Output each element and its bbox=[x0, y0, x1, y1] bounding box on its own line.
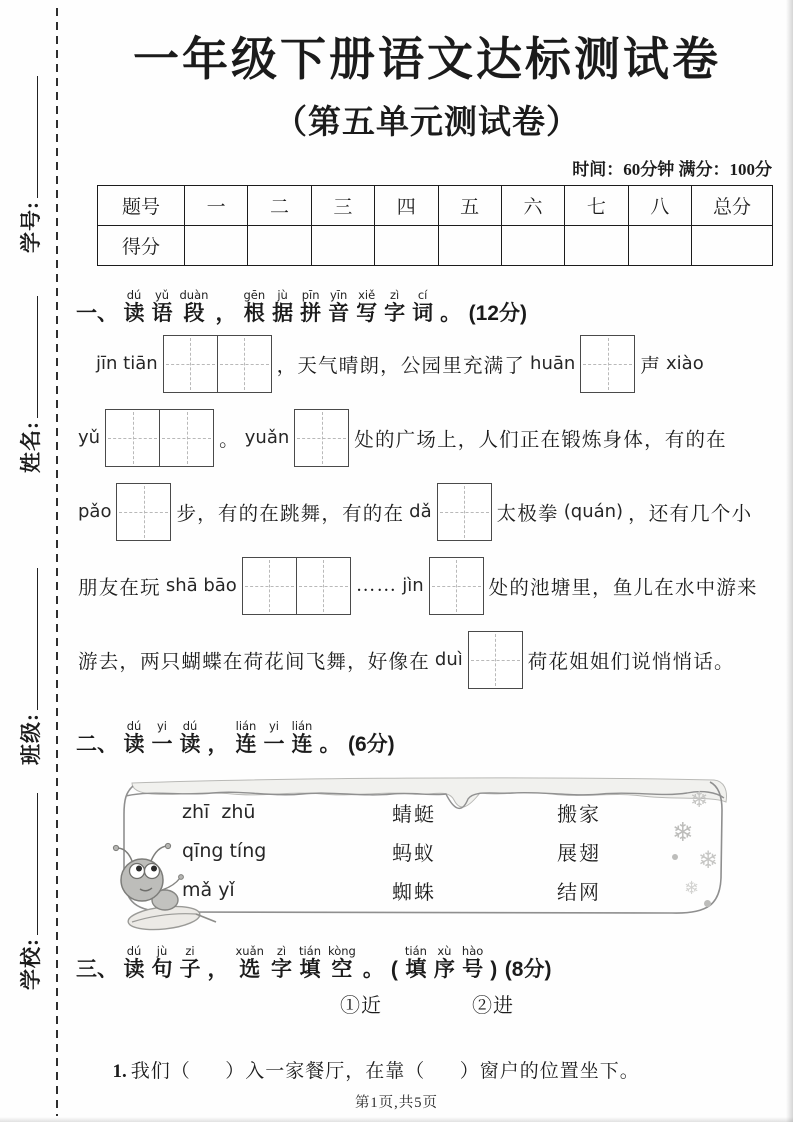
chinese-text: 太极拳 bbox=[496, 503, 559, 525]
chinese-text: 朋友在玩 bbox=[78, 577, 161, 599]
snowflake-icon: ❄ bbox=[690, 787, 709, 813]
writing-box bbox=[294, 409, 349, 467]
fill-line bbox=[19, 568, 38, 710]
chinese-text: 游去，两只蝴蝶在荷花间飞舞，好像在 bbox=[78, 651, 430, 673]
passage-line bbox=[96, 327, 778, 401]
header-char: 读dú bbox=[179, 718, 201, 756]
header-char: 词cí bbox=[412, 287, 434, 325]
header-char: 填tián bbox=[404, 943, 427, 981]
snowflake-icon: ❄ bbox=[684, 877, 700, 899]
score-table-header-row bbox=[98, 185, 773, 225]
match-action: 结网 bbox=[557, 881, 601, 904]
match-pinyin: qīng tíng bbox=[182, 840, 267, 863]
section-number: 一、 bbox=[76, 301, 118, 325]
header-char: 字zì bbox=[384, 287, 406, 325]
writing-cell bbox=[581, 336, 634, 392]
snowflake-icon: ❄ bbox=[698, 845, 719, 874]
header-char: 。 bbox=[319, 732, 341, 756]
question-text: 我们（ ）入一家餐厅，在靠（ ）窗户的位置坐下。 bbox=[130, 1060, 640, 1082]
header-char: 子zi bbox=[179, 943, 201, 981]
header-char: 读dú bbox=[123, 943, 145, 981]
snowflake-icon: ❄ bbox=[672, 817, 694, 848]
score-table-score-row bbox=[98, 225, 773, 265]
writing-box bbox=[580, 335, 635, 393]
header-char: ( bbox=[390, 957, 398, 981]
header-char: ， bbox=[215, 301, 237, 325]
header-char: ， bbox=[207, 957, 229, 981]
score-cell bbox=[185, 225, 248, 265]
option-1: ①近 bbox=[340, 994, 382, 1017]
section-3-header bbox=[76, 932, 778, 983]
header-char: 一yi bbox=[151, 718, 173, 756]
header-char: 号hào bbox=[461, 943, 484, 981]
header-char: 根gēn bbox=[243, 287, 266, 325]
column-header: 四 bbox=[375, 185, 438, 225]
writing-cell bbox=[295, 410, 348, 466]
dot-decoration bbox=[704, 900, 711, 907]
writing-cell bbox=[438, 484, 491, 540]
header-char: 序xù bbox=[433, 943, 455, 981]
pinyin-text: huān bbox=[530, 353, 576, 375]
score-cell bbox=[501, 225, 564, 265]
passage-line bbox=[78, 549, 778, 623]
match-word: 蚂蚁 bbox=[392, 842, 436, 865]
header-char: 写xiě bbox=[356, 287, 378, 325]
header-char: 。 bbox=[440, 301, 462, 325]
match-pinyin: mǎ yǐ bbox=[182, 879, 235, 902]
writing-box bbox=[468, 631, 523, 689]
column-header: 六 bbox=[501, 185, 564, 225]
header-char: 连lián bbox=[235, 718, 257, 756]
pinyin-text: jīn tiān bbox=[96, 353, 158, 375]
score-cell bbox=[565, 225, 628, 265]
header-char: 语yǔ bbox=[151, 287, 173, 325]
header-char: 。 bbox=[362, 957, 384, 981]
match-word: 蜘蛛 bbox=[392, 881, 436, 904]
score-cell bbox=[628, 225, 691, 265]
class-label: 班级: bbox=[19, 713, 43, 765]
chinese-text: 。 bbox=[219, 429, 240, 451]
pinyin-text: shā bāo bbox=[165, 575, 237, 597]
scan-edge-shadow bbox=[0, 1117, 793, 1122]
header-char: 一yi bbox=[263, 718, 285, 756]
header-char: 选xuǎn bbox=[235, 943, 264, 981]
section-score: (12分) bbox=[468, 301, 527, 325]
student-number-field bbox=[15, 76, 45, 253]
writing-cell bbox=[469, 632, 522, 688]
student-name-field bbox=[15, 296, 45, 473]
ant-mascot-icon bbox=[102, 842, 220, 934]
header-char: 据jù bbox=[272, 287, 294, 325]
writing-box bbox=[242, 557, 351, 615]
score-table bbox=[97, 185, 773, 266]
writing-box bbox=[437, 483, 492, 541]
school-field bbox=[15, 793, 45, 990]
writing-cell bbox=[164, 336, 217, 392]
score-label: 得分 bbox=[98, 225, 185, 265]
match-row bbox=[182, 837, 650, 866]
header-char: 读dú bbox=[123, 287, 145, 325]
match-action: 展翅 bbox=[557, 842, 601, 865]
pinyin-text: dǎ bbox=[409, 501, 432, 523]
writing-box bbox=[429, 557, 484, 615]
score-cell bbox=[692, 225, 773, 265]
paper-content bbox=[76, 0, 778, 1105]
fill-line bbox=[19, 793, 38, 935]
binding-fold-line bbox=[56, 8, 58, 1116]
header-char: ， bbox=[207, 732, 229, 756]
chinese-text: …… bbox=[355, 574, 398, 596]
writing-cell bbox=[159, 410, 213, 466]
writing-cell bbox=[117, 484, 170, 540]
column-header: 一 bbox=[185, 185, 248, 225]
header-char: 填tián bbox=[298, 943, 321, 981]
chinese-text: ，还有几个小 bbox=[628, 503, 753, 525]
writing-box bbox=[116, 483, 171, 541]
column-header: 三 bbox=[311, 185, 374, 225]
header-char: 空kòng bbox=[327, 943, 356, 981]
score-cell bbox=[248, 225, 311, 265]
fill-line bbox=[19, 76, 38, 198]
matching-exercise-box bbox=[112, 766, 734, 922]
passage-line bbox=[78, 475, 778, 549]
header-char: 连lián bbox=[291, 718, 313, 756]
column-header: 七 bbox=[565, 185, 628, 225]
header-char: 读dú bbox=[123, 718, 145, 756]
writing-cell bbox=[296, 558, 350, 614]
page-number: 第1页,共5页 bbox=[354, 1095, 439, 1111]
exam-meta: 时间：60分钟 满分：100分 bbox=[572, 159, 772, 179]
pinyin-text: duì bbox=[434, 649, 463, 671]
chinese-text: ，天气晴朗，公园里充满了 bbox=[276, 355, 526, 377]
scan-edge-shadow bbox=[786, 0, 793, 1122]
page-title: 一年级下册语文达标测试卷 bbox=[133, 34, 721, 85]
score-cell bbox=[375, 225, 438, 265]
writing-box bbox=[163, 335, 272, 393]
student-name-label: 姓名: bbox=[19, 421, 43, 473]
header-char: 拼pīn bbox=[300, 287, 322, 325]
dot-decoration bbox=[672, 854, 678, 860]
column-header: 八 bbox=[628, 185, 691, 225]
chinese-text: 处的池塘里，鱼儿在水中游来 bbox=[488, 577, 758, 599]
school-label: 学校: bbox=[19, 938, 43, 990]
fill-line bbox=[19, 296, 38, 418]
passage-line bbox=[78, 623, 778, 697]
chinese-text: 处的广场上，人们正在锻炼身体，有的在 bbox=[354, 429, 727, 451]
passage-line bbox=[78, 401, 778, 475]
writing-box bbox=[105, 409, 214, 467]
score-cell bbox=[438, 225, 501, 265]
answer-options bbox=[76, 989, 778, 1018]
column-header: 总分 bbox=[692, 185, 773, 225]
page-subtitle: （第五单元测试卷） bbox=[274, 104, 580, 141]
match-row bbox=[182, 876, 650, 905]
writing-cell bbox=[217, 336, 271, 392]
score-cell bbox=[311, 225, 374, 265]
column-header: 二 bbox=[248, 185, 311, 225]
pinyin-text: jìn bbox=[402, 575, 424, 597]
student-number-label: 学号: bbox=[19, 201, 43, 253]
option-2: ②进 bbox=[472, 994, 514, 1017]
header-char: 句jù bbox=[151, 943, 173, 981]
match-row bbox=[182, 798, 650, 827]
match-pinyin: zhī zhū bbox=[182, 801, 256, 824]
class-field bbox=[15, 568, 45, 765]
writing-cell bbox=[430, 558, 483, 614]
writing-cell bbox=[243, 558, 296, 614]
chinese-text: 声 bbox=[640, 355, 662, 377]
header-char: 音yīn bbox=[328, 287, 350, 325]
chinese-text: 步，有的在跳舞，有的在 bbox=[176, 503, 405, 525]
chinese-text: 荷花姐姐们说悄悄话。 bbox=[527, 651, 735, 673]
header-char: 字zì bbox=[270, 943, 292, 981]
section-score: (6分) bbox=[348, 732, 395, 756]
pinyin-text: (quán) bbox=[563, 501, 624, 523]
writing-cell bbox=[106, 410, 159, 466]
section-number: 二、 bbox=[76, 732, 118, 756]
question-number-label: 题号 bbox=[98, 185, 185, 225]
pinyin-text: yǔ bbox=[78, 427, 101, 449]
question-number: 1. bbox=[112, 1060, 127, 1082]
match-action: 搬家 bbox=[557, 803, 601, 826]
section-2-header bbox=[76, 707, 778, 758]
section-1-passage bbox=[76, 327, 778, 697]
pinyin-text: xiào bbox=[666, 353, 704, 375]
column-header: 五 bbox=[438, 185, 501, 225]
header-char: ) bbox=[490, 957, 498, 981]
section-score: (8分) bbox=[504, 957, 552, 981]
section-number: 三、 bbox=[76, 957, 118, 981]
section-1-header bbox=[76, 276, 778, 327]
match-word: 蜻蜓 bbox=[392, 803, 436, 826]
pinyin-text: yuǎn bbox=[244, 427, 290, 449]
header-char: 段duàn bbox=[179, 287, 209, 325]
pinyin-text: pǎo bbox=[78, 501, 112, 523]
